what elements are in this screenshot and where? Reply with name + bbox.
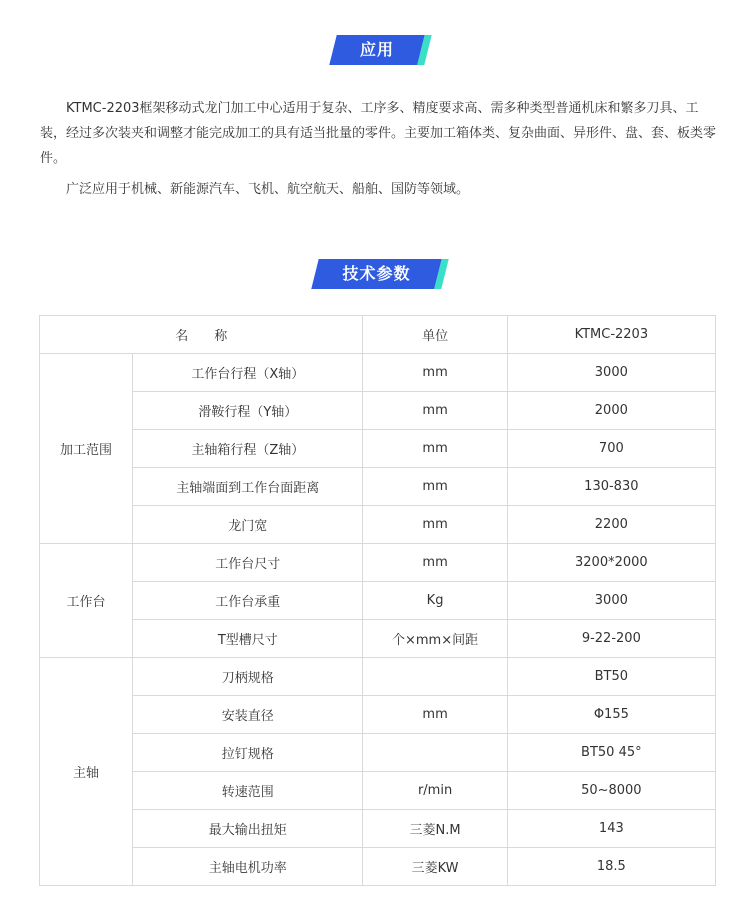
unit-cell: mm	[363, 544, 507, 582]
unit-cell	[363, 658, 507, 696]
item-cell: 工作台承重	[133, 582, 363, 620]
unit-cell	[363, 734, 507, 772]
item-cell: 主轴端面到工作台面距离	[133, 468, 363, 506]
item-cell: 安装直径	[133, 696, 363, 734]
unit-cell: mm	[363, 468, 507, 506]
table-row	[40, 696, 716, 734]
value-cell: 3200*2000	[507, 544, 715, 582]
table-row	[40, 582, 716, 620]
value-cell: 2200	[507, 506, 715, 544]
item-cell: 刀柄规格	[133, 658, 363, 696]
value-cell: 50~8000	[507, 772, 715, 810]
table-row	[40, 506, 716, 544]
unit-cell: mm	[363, 354, 507, 392]
table-row	[40, 392, 716, 430]
header-model: KTMC-2203	[507, 316, 715, 354]
unit-cell: mm	[363, 696, 507, 734]
group-label: 主轴	[40, 658, 133, 886]
value-cell: 2000	[507, 392, 715, 430]
unit-cell: mm	[363, 506, 507, 544]
item-cell: 主轴电机功率	[133, 848, 363, 886]
table-row	[40, 354, 716, 392]
item-cell: 龙门宽	[133, 506, 363, 544]
application-paragraph-1: KTMC-2203框架移动式龙门加工中心适用于复杂、工序多、精度要求高、需多种类型普通机床和繁多刀具、工装，经过多次装夹和调整才能完成加工的具有适当批量的零件。主要加工箱体类、复杂曲面、异形件、盘、套、板类零件。	[40, 101, 717, 166]
table-row	[40, 468, 716, 506]
table-row	[40, 658, 716, 696]
unit-cell: 三菱N.M	[363, 810, 507, 848]
value-cell: 18.5	[507, 848, 715, 886]
unit-cell: 个×mm×间距	[363, 620, 507, 658]
value-cell: BT50 45°	[507, 734, 715, 772]
item-cell: 最大输出扭矩	[133, 810, 363, 848]
value-cell: 3000	[507, 354, 715, 392]
unit-cell: mm	[363, 392, 507, 430]
table-row	[40, 810, 716, 848]
item-cell: T型槽尺寸	[133, 620, 363, 658]
unit-cell: Kg	[363, 582, 507, 620]
value-cell: Φ155	[507, 696, 715, 734]
table-row	[40, 620, 716, 658]
specs-section-badge	[315, 259, 450, 289]
table-row	[40, 430, 716, 468]
header-name: 名 称	[40, 316, 363, 354]
application-section-badge	[333, 35, 433, 65]
table-row	[40, 772, 716, 810]
value-cell: 700	[507, 430, 715, 468]
value-cell: BT50	[507, 658, 715, 696]
value-cell: 143	[507, 810, 715, 848]
table-header-row	[40, 316, 716, 354]
unit-cell: mm	[363, 430, 507, 468]
item-cell: 转速范围	[133, 772, 363, 810]
item-cell: 工作台行程（X轴）	[133, 354, 363, 392]
value-cell: 9-22-200	[507, 620, 715, 658]
item-cell: 主轴箱行程（Z轴）	[133, 430, 363, 468]
application-section-title: 应用	[359, 40, 394, 59]
specs-section-title: 技术参数	[342, 264, 411, 283]
application-paragraph-2: 广泛应用于机械、新能源汽车、飞机、航空航天、船舶、国防等领域。	[66, 182, 470, 197]
table-row	[40, 734, 716, 772]
table-row	[40, 544, 716, 582]
value-cell: 3000	[507, 582, 715, 620]
item-cell: 滑鞍行程（Y轴）	[133, 392, 363, 430]
unit-cell: 三菱KW	[363, 848, 507, 886]
header-unit: 单位	[363, 316, 507, 354]
value-cell: 130-830	[507, 468, 715, 506]
group-label: 工作台	[40, 544, 133, 658]
item-cell: 工作台尺寸	[133, 544, 363, 582]
item-cell: 拉钉规格	[133, 734, 363, 772]
unit-cell: r/min	[363, 772, 507, 810]
spec-table	[39, 315, 716, 886]
table-row	[40, 848, 716, 886]
group-label: 加工范围	[40, 354, 133, 544]
